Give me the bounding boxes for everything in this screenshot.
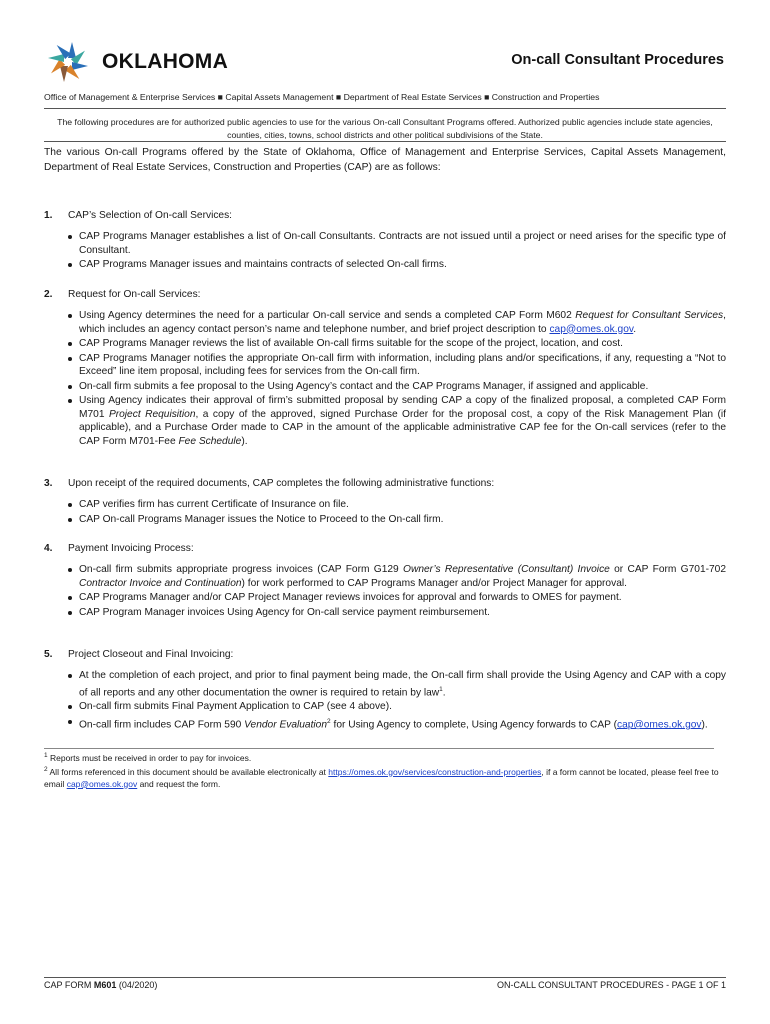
section-number: 1. xyxy=(44,210,53,221)
bullet-icon xyxy=(68,235,72,239)
department-line: Office of Management & Enterprise Services ■ Capital Assets Management ■ Department of Real Estate Services ■ Construction and Properties xyxy=(44,92,600,102)
email-link[interactable]: cap@omes.ok.gov xyxy=(549,323,634,335)
section-number: 3. xyxy=(44,478,53,489)
section-title: Project Closeout and Final Invoicing: xyxy=(68,649,234,660)
list-item: CAP verifies firm has current Certificate of Insurance on file. xyxy=(44,498,726,512)
bullet-icon xyxy=(68,518,72,522)
list-item: CAP Programs Manager establishes a list of On-call Consultants. Contracts are not issued until a project or need arises for the specific type of Consultant. xyxy=(44,230,726,257)
list-item: On-call firm submits Final Payment Application to CAP (see 4 above). xyxy=(44,700,726,714)
footnote-divider xyxy=(44,748,714,749)
list-item: Using Agency indicates their approval of firm’s submitted proposal by sending CAP a copy of the finalized proposal, a completed CAP Form M701 Project Requisition, a copy of the approved, signed Purchase Order for the proposal cost, a copy of the Risk Management Plan (if applicable), and a Purchase Order made to CAP in the amount of the applicable administrative CAP fee for the On-call services (refer to the CAP Form M701-Fee Fee Schedule). xyxy=(44,394,726,448)
list-item: CAP Program Manager invoices Using Agency for On-call service payment reimbursement. xyxy=(44,606,726,620)
intro-paragraph: The various On-call Programs offered by the State of Oklahoma, Office of Management and Enterprise Services, Capital Assets Management, Department of Real Estate Services, Construction and Properties (CAP) are as follows: xyxy=(44,147,726,173)
form-number: CAP FORM M601 (04/2020) xyxy=(44,980,158,990)
bullet-icon xyxy=(68,503,72,507)
list-item: CAP Programs Manager issues and maintains contracts of selected On-call firms. xyxy=(44,258,726,272)
email-link[interactable]: cap@omes.ok.gov xyxy=(616,719,702,731)
section-number: 5. xyxy=(44,649,53,660)
list-item: CAP Programs Manager and/or CAP Project Manager reviews invoices for approval and forwards to OMES for payment. xyxy=(44,591,726,605)
bullet-icon xyxy=(68,611,72,615)
bullet-icon xyxy=(68,674,72,678)
footer-divider xyxy=(44,977,726,978)
list-item: Using Agency determines the need for a particular On-call service and sends a completed CAP Form M602 Request for Consultant Services, which includes an agency contact person’s name and telephone number, and brief project description to cap@omes.ok.gov. xyxy=(44,309,726,336)
section-1 xyxy=(44,210,726,273)
document-title: On-call Consultant Procedures xyxy=(511,52,724,68)
list-item: On-call firm submits a fee proposal to the Using Agency’s contact and the CAP Programs Manager, if assigned and applicable. xyxy=(44,380,726,394)
state-star-logo-icon xyxy=(44,36,98,90)
page-label: ON-CALL CONSULTANT PROCEDURES - PAGE 1 OF 1 xyxy=(496,980,726,990)
list-item: On-call firm includes CAP Form 590 Vendor Evaluation$^2$ for Using Agency to complete, Using Agency forwards to CAP (cap@omes.ok.gov). xyxy=(44,715,726,732)
authorization-note: The following procedures are for authorized public agencies to use for the various On-call Consultant Programs offered. Authorized public agencies include state agencies, counties, cities, towns, school districts and other political subdivisions of the State. xyxy=(57,117,713,140)
list-item: CAP Programs Manager reviews the list of available On-call firms suitable for the scope of the project, location, and cost. xyxy=(44,337,726,351)
bullet-icon xyxy=(68,342,72,346)
logo-wordmark: OKLAHOMA xyxy=(102,50,229,73)
section-title: CAP’s Selection of On-call Services: xyxy=(68,210,233,221)
list-item: On-call firm submits appropriate progress invoices (CAP Form G129 Owner’s Representative (Consultant) Invoice or CAP Form G701-702 Contractor Invoice and Continuation) for work performed to CAP Programs Manager and/or Project Manager for approval. xyxy=(44,563,726,590)
list-item: CAP On-call Programs Manager issues the Notice to Proceed to the On-call firm. xyxy=(44,513,726,527)
header-divider xyxy=(44,108,726,109)
section-number: 4. xyxy=(44,543,53,554)
bullet-icon xyxy=(68,596,72,600)
bullet-icon xyxy=(68,399,72,403)
bullet-icon xyxy=(68,568,72,572)
website-link[interactable]: https://omes.ok.gov/services/construction-and-properties xyxy=(328,766,542,777)
bullet-icon xyxy=(68,263,72,267)
section-title: Payment Invoicing Process: xyxy=(68,543,194,554)
bullet-icon xyxy=(68,385,72,389)
bullet-icon xyxy=(68,357,72,361)
oklahoma-logo xyxy=(44,36,229,88)
footnotes xyxy=(44,750,726,790)
section-number: 2. xyxy=(44,289,53,300)
footnote-2: $^2$ All forms referenced in this document should be available electronically at https://omes.ok.gov/services/construction-and-properties, if a form cannot be located, please feel free to email cap@omes.ok.gov and request the form. xyxy=(44,765,719,789)
section-4 xyxy=(44,543,726,620)
section-title: Request for On-call Services: xyxy=(68,289,201,300)
list-item: CAP Programs Manager notifies the appropriate On-call firm with information, including plans and/or specifications, if any, requesting a “Not to Exceed” line item proposal, including fees for services from the On-call firm. xyxy=(44,352,726,379)
section-2 xyxy=(44,289,726,449)
section-3 xyxy=(44,478,726,527)
email-link[interactable]: cap@omes.ok.gov xyxy=(66,778,138,789)
section-title: Upon receipt of the required documents, CAP completes the following administrative functions: xyxy=(68,478,495,489)
footnote-1: $^1$ Reports must be received in order to pay for invoices. xyxy=(44,752,252,763)
list-item: At the completion of each project, and prior to final payment being made, the On-call firm shall provide the Using Agency and CAP with a copy of all reports and any other documentation the owner is required to retain by law$^1$. xyxy=(44,669,726,699)
bullet-icon xyxy=(68,720,72,724)
bullet-icon xyxy=(68,314,72,318)
bullet-icon xyxy=(68,705,72,709)
section-5 xyxy=(44,649,726,733)
note-divider xyxy=(44,141,726,142)
